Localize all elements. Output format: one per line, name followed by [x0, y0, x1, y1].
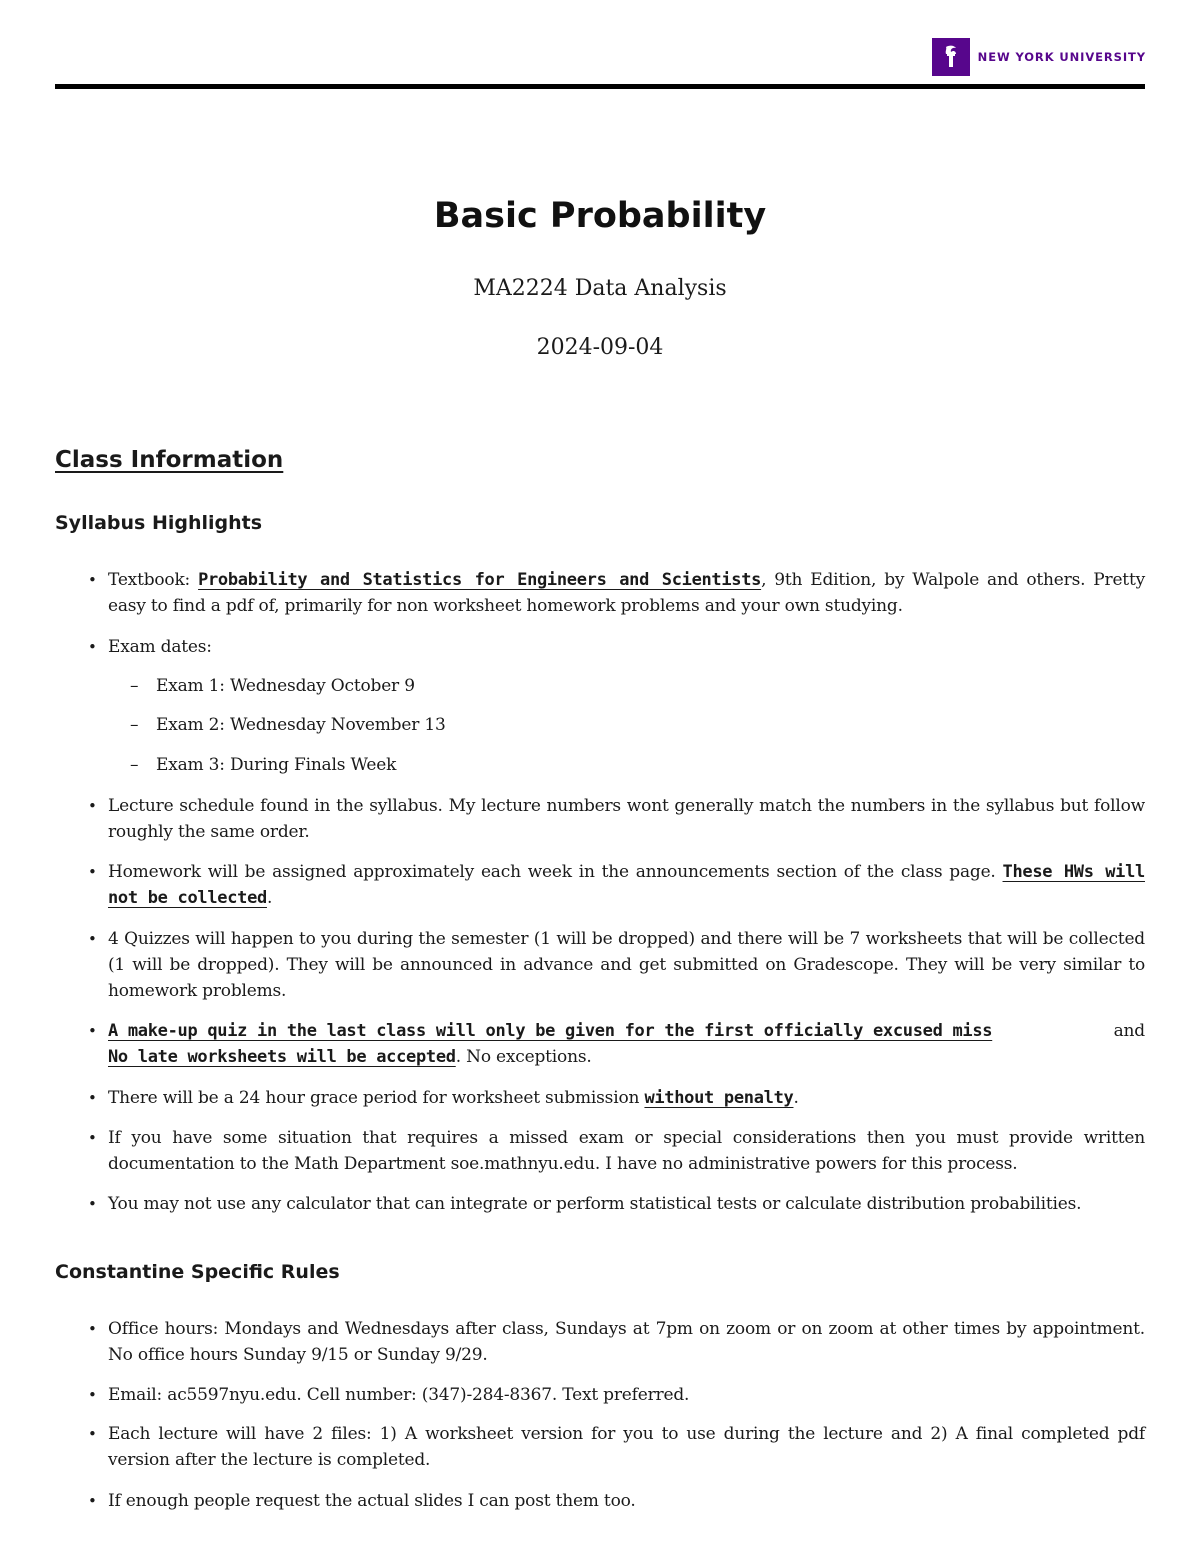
exam-date-item: – Exam 2: Wednesday November 13	[156, 712, 446, 738]
document-date: 2024-09-04	[536, 335, 664, 360]
subsection-heading-syllabus: Syllabus Highlights	[55, 512, 263, 534]
homework-end: .	[266, 888, 273, 908]
list-item-office-hours: • Office hours: Mondays and Wednesdays after class, Sundays at 7pm on zoom or on zoom at other times by appointment. No office hours Sunday 9/15 or Sunday 9/29.	[108, 1316, 1145, 1368]
list-item-contact: • Email: ac5597nyu.edu. Cell number: (347)-284-8367. Text preferred.	[108, 1382, 1145, 1408]
list-item-quizzes: • 4 Quizzes will happen to you during the semester (1 will be dropped) and there will be 7 worksheets that will be collected (1 will be dropped). They will be announced in advance and get submitted on Gradescope. They will be very similar to homework problems.	[108, 926, 1145, 1004]
list-item-makeup	[108, 1018, 1145, 1070]
homework-emphasis: These HWs will not be collected	[108, 862, 1145, 908]
list-item-lecture-schedule: • Lecture schedule found in the syllabus. My lecture numbers wont generally match the numbers in the syllabus but follow roughly the same order.	[108, 793, 1145, 845]
makeup-and: and	[1113, 1021, 1145, 1041]
brand-name: NEW YORK UNIVERSITY	[977, 50, 1146, 64]
textbook-suffix: , 9th Edition, by Walpole and others. Pretty easy to find a pdf of, primarily for non worksheet homework problems and your own studying.	[108, 570, 1145, 616]
grace-end: .	[793, 1088, 799, 1108]
textbook-link[interactable]: Probability and Statistics for Engineers and Scientists	[198, 570, 762, 590]
homework-text: Homework will be assigned approximately each week in the announcements section of the class page.	[108, 862, 996, 882]
grace-text: There will be a 24 hour grace period for worksheet submission	[108, 1088, 645, 1108]
makeup-emphasis: • A make-up quiz in the last class will only be given for the first officially excused miss	[108, 1021, 993, 1041]
header-rule	[55, 84, 1145, 89]
list-item-slides: • If enough people request the actual slides I can post them too.	[108, 1488, 1145, 1514]
torch-icon	[932, 38, 970, 76]
list-item-lecture-files: • Each lecture will have 2 files: 1) A worksheet version for you to use during the lecture and 2) A final completed pdf version after the lecture is completed.	[108, 1421, 1145, 1473]
list-item-calculator: • You may not use any calculator that can integrate or perform statistical tests or calculate distribution probabilities.	[108, 1191, 1145, 1217]
course-subtitle: MA2224 Data Analysis	[473, 276, 727, 301]
list-item-exam-dates: • Exam dates:	[108, 634, 1145, 660]
list-item-documentation: • If you have some situation that requires a missed exam or special considerations then you must provide written documentation to the Math Department soe.mathnyu.edu. I have no administrative powers for this process.	[108, 1125, 1145, 1177]
section-heading-class-information: Class Information	[55, 447, 284, 473]
list-item-homework	[108, 859, 1145, 911]
subsection-heading-constantine: Constantine Specific Rules	[55, 1261, 340, 1283]
document-title: Basic Probability	[433, 196, 767, 236]
late-worksheets-emphasis: No late worksheets will be accepted	[108, 1047, 456, 1067]
nyu-logo	[932, 38, 1146, 76]
exam-date-item: – Exam 3: During Finals Week	[156, 752, 396, 778]
makeup-end: . No exceptions.	[455, 1047, 592, 1067]
textbook-prefix: Textbook:	[108, 570, 199, 590]
grace-emphasis: without penalty	[644, 1088, 794, 1108]
list-item-textbook	[108, 567, 1145, 619]
exam-date-item: – Exam 1: Wednesday October 9	[156, 673, 415, 699]
list-item-grace-period	[108, 1085, 1145, 1111]
